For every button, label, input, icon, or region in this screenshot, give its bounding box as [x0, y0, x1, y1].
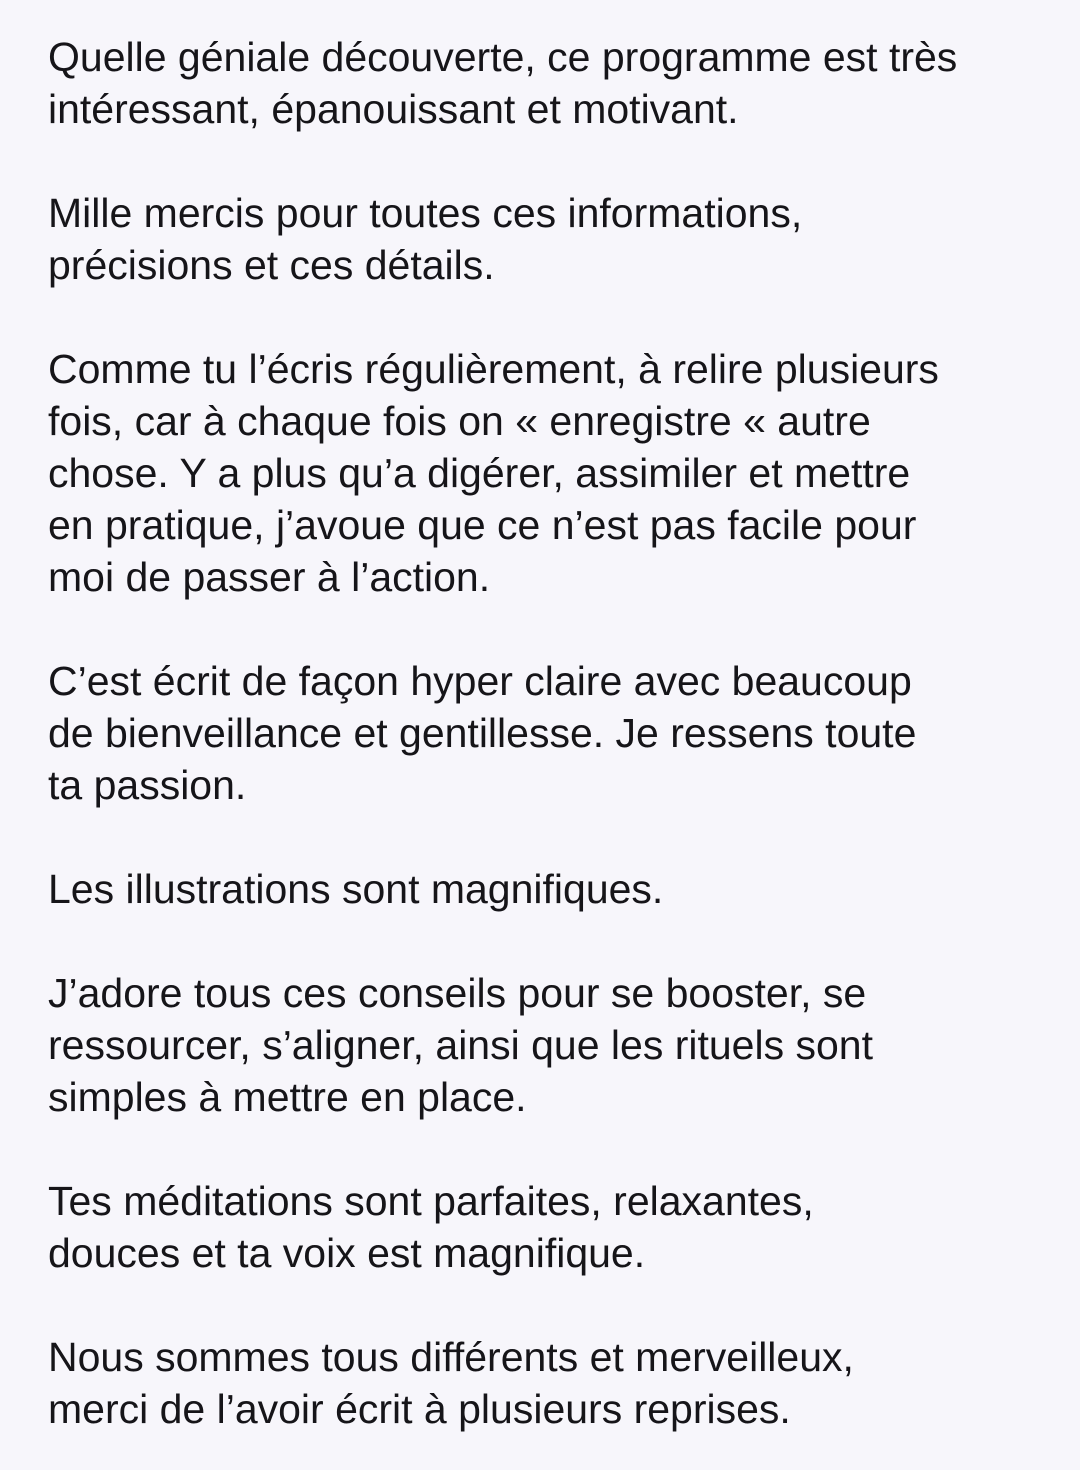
- paragraph-discovery: Quelle géniale découverte, ce programme est très intéressant, épanouissant et motivant.: [48, 34, 958, 132]
- paragraph-meditations: Tes méditations sont parfaites, relaxantes, douces et ta voix est magnifique.: [48, 1178, 814, 1276]
- paragraph-writing-style: C’est écrit de façon hyper claire avec beaucoup de bienveillance et gentillesse. Je ressens toute ta passion.: [48, 658, 917, 808]
- paragraph-advice: J’adore tous ces conseils pour se booster, se ressourcer, s’aligner, ainsi que les rituels sont simples à mettre en place.: [48, 970, 873, 1120]
- paragraph-rereading: Comme tu l’écris régulièrement, à relire plusieurs fois, car à chaque fois on « enregistre « autre chose. Y a plus qu’a digérer, assimiler et mettre en pratique, j’avoue que ce n’est pas facile pour moi de passer à l’action.: [48, 346, 939, 600]
- paragraph-thanks: Mille mercis pour toutes ces informations, précisions et ces détails.: [48, 190, 803, 288]
- paragraph-closing: Nous sommes tous différents et merveilleux, merci de l’avoir écrit à plusieurs reprises.: [48, 1334, 854, 1432]
- paragraph-illustrations: Les illustrations sont magnifiques.: [48, 866, 664, 912]
